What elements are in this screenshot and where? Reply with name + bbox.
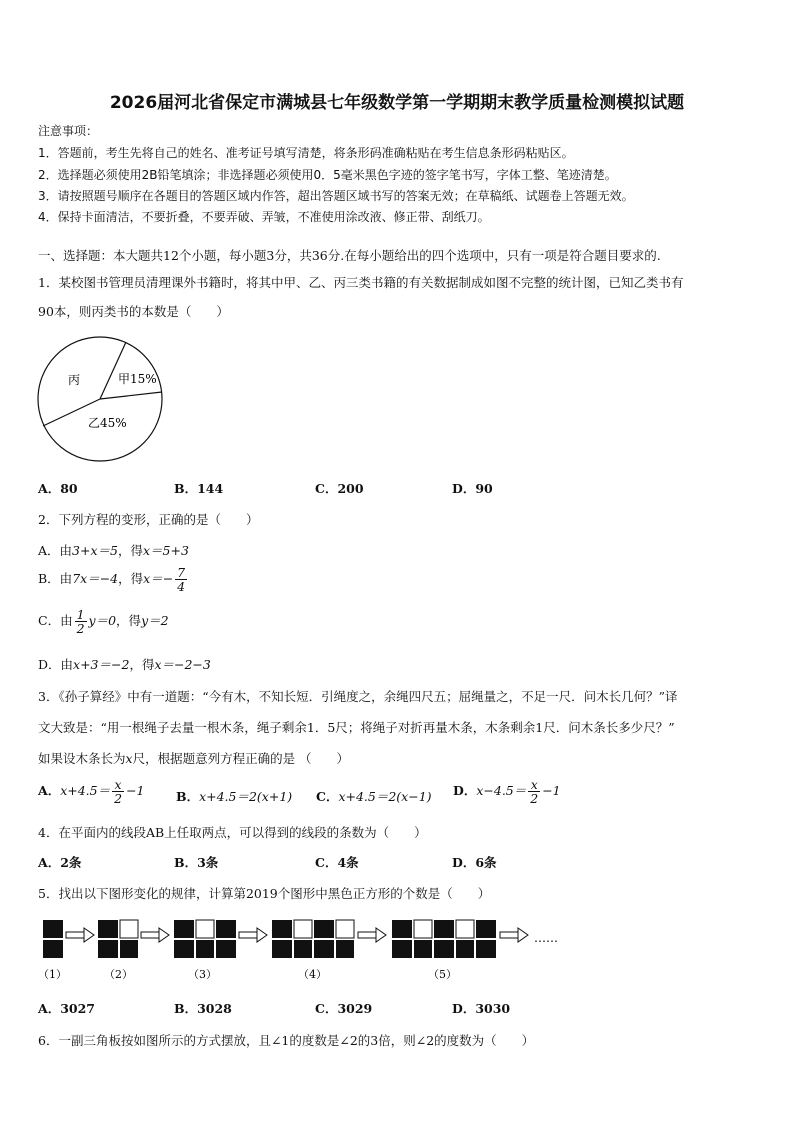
q2-b-numerator: 7	[177, 565, 186, 580]
arrow-2	[141, 928, 169, 942]
q5-option-d[interactable]: D．3030	[452, 1001, 511, 1016]
q5-option-a[interactable]: A．3027	[38, 1001, 95, 1016]
q3-b-prefix: B．	[176, 789, 200, 804]
arrow-4	[358, 928, 386, 942]
arrow-1	[66, 928, 94, 942]
q3-d-fraction	[528, 778, 540, 805]
q1-option-c[interactable]: C．200	[315, 481, 364, 496]
q2-option-d[interactable]	[38, 655, 211, 673]
q3-line3-b: 尺，根据题意列方程正确的是 （ ）	[132, 751, 350, 766]
q2-option-a[interactable]	[38, 541, 189, 559]
q1-stem-line1: 1．某校图书管理员清理课外书籍时，将其中甲、乙、丙三类书籍的有关数据制成如图不完整的统计图，已知乙类书有	[38, 275, 684, 290]
pattern-ellipsis: ……	[534, 931, 558, 945]
q2-d-mid: ，得	[129, 657, 155, 672]
q3-b-math: x+4.5＝2(x+1)	[199, 789, 293, 804]
page-title: 2026届河北省保定市满城县七年级数学第一学期期末教学质量检测模拟试题	[109, 93, 685, 113]
pattern-figure-5	[392, 920, 496, 958]
q2-d-prefix: D．由	[38, 657, 74, 672]
q4-option-a[interactable]: A．2条	[38, 855, 82, 870]
q2-a-eq1: 3+x＝5	[72, 543, 118, 558]
q2-d-eq2: x＝−2−3	[154, 657, 211, 672]
section-heading: 一、选择题：本大题共12个小题，每小题3分，共36分.在每小题给出的四个选项中，只有一项是符合题目要求的.	[38, 248, 661, 263]
q5-option-b[interactable]: B．3028	[174, 1001, 232, 1016]
pattern-figure-2	[98, 920, 138, 958]
q3-c-prefix: C．	[316, 789, 339, 804]
q2-b-mid: ，得	[118, 571, 144, 587]
arrow-5	[500, 928, 528, 942]
q3-stem-line1: 3．《孙子算经》中有一道题：“今有木，不知长短．引绳度之，余绳四尺五；屈绳量之，不足一尺．问木长几何？”译	[38, 689, 678, 704]
q3-line3-a: 如果设木条长为	[38, 751, 126, 766]
notice-item-2: 2．选择题必须使用2B铅笔填涂；非选择题必须使用0．5毫米黑色字迹的签字笔书写，字体工整、笔迹清楚。	[38, 168, 617, 182]
q2-c-numerator: 1	[76, 607, 85, 622]
q3-stem-line2: 文大致是：“用一根绳子去量一根木条，绳子剩余1．5尺；将绳子对折再量木条，木条剩余1尺．问木条长多少尺？”	[38, 720, 675, 735]
caption-5: （5）	[428, 968, 457, 981]
q3-d-prefix: D．	[453, 783, 477, 799]
q3-c-math: x+4.5＝2(x−1)	[338, 789, 432, 804]
notice-item-4: 4．保持卡面清洁，不要折叠，不要弄破、弄皱，不准使用涂改液、修正带、刮纸刀。	[38, 210, 490, 224]
notice-item-3: 3．请按照题号顺序在各题目的答题区域内作答，超出答题区域书写的答案无效；在草稿纸、试题卷上答题无效。	[38, 189, 634, 203]
q2-b-eq2: x＝−	[143, 571, 174, 587]
pattern-figure-3	[174, 920, 236, 958]
q3-option-a[interactable]	[38, 778, 145, 805]
q3-a-prefix: A．	[38, 783, 61, 799]
caption-4: （4）	[298, 968, 327, 981]
q3-d-right: −1	[542, 783, 561, 799]
q1-stem-line2: 90本，则丙类书的本数是（ ）	[38, 304, 229, 319]
q3-option-d[interactable]	[453, 778, 561, 805]
q2-a-prefix: A．由	[38, 543, 73, 558]
q3-a-right: −1	[126, 783, 145, 799]
q2-c-eq2: y＝2	[141, 613, 169, 629]
q3-line3-var: x	[125, 751, 133, 766]
pie-label-c: 丙	[68, 373, 81, 387]
q2-option-c[interactable]	[38, 608, 169, 635]
q2-a-mid: ，得	[117, 543, 143, 558]
q4-option-d[interactable]: D．6条	[452, 855, 497, 870]
q2-a-eq2: x＝5+3	[142, 543, 189, 558]
q2-stem: 2．下列方程的变形，正确的是（ ）	[38, 512, 259, 527]
q1-pie-chart	[36, 335, 168, 463]
q3-d-numerator: x	[528, 778, 540, 792]
pie-label-b: 乙45%	[88, 416, 127, 430]
arrow-3	[239, 928, 267, 942]
q3-option-c[interactable]	[316, 787, 432, 805]
pattern-figure-4	[272, 920, 354, 958]
q4-option-b[interactable]: B．3条	[174, 855, 219, 870]
q3-d-left: x−4.5＝	[476, 783, 527, 799]
q2-c-eq1: y＝0	[88, 613, 117, 629]
q2-b-eq1: 7x＝−4	[72, 571, 119, 587]
q5-pattern-figure	[38, 916, 578, 986]
q2-b-denominator: 4	[177, 579, 186, 595]
q2-c-mid: ，得	[116, 613, 142, 629]
notice-header: 注意事项：	[38, 124, 99, 138]
q1-option-b[interactable]: B．144	[174, 481, 224, 496]
q6-stem: 6．一副三角板按如图所示的方式摆放，且∠1的度数是∠2的3倍，则∠2的度数为（ ）	[38, 1033, 535, 1048]
pie-label-a: 甲15%	[118, 372, 157, 386]
q3-a-left: x+4.5＝	[60, 783, 111, 799]
q1-option-a[interactable]: A．80	[38, 481, 78, 496]
q2-option-b[interactable]	[38, 566, 189, 593]
q3-d-denominator: 2	[530, 791, 539, 807]
caption-2: （2）	[104, 968, 133, 981]
q4-option-c[interactable]: C．4条	[315, 855, 359, 870]
q1-option-d[interactable]: D．90	[452, 481, 493, 496]
q2-c-denominator: 2	[76, 621, 85, 637]
q3-a-numerator: x	[112, 778, 124, 792]
pattern-figure-1	[43, 920, 63, 958]
caption-1: （1）	[38, 968, 67, 981]
q3-stem-line3	[38, 749, 349, 767]
q4-stem: 4．在平面内的线段AB上任取两点，可以得到的线段的条数为（ ）	[38, 825, 427, 840]
q2-c-prefix: C．由	[38, 613, 73, 629]
q3-option-b[interactable]	[176, 787, 292, 805]
q3-a-fraction	[112, 778, 124, 805]
q2-b-fraction	[175, 566, 187, 593]
q2-c-fraction	[75, 608, 87, 635]
caption-3: （3）	[188, 968, 217, 981]
notice-item-1: 1．答题前，考生先将自己的姓名、准考证号填写清楚，将条形码准确粘贴在考生信息条形码粘贴区。	[38, 146, 574, 160]
q5-option-c[interactable]: C．3029	[315, 1001, 373, 1016]
q2-b-prefix: B．由	[38, 571, 73, 587]
q5-stem: 5．找出以下图形变化的规律，计算第2019个图形中黑色正方形的个数是（ ）	[38, 886, 491, 901]
q2-d-eq1: x+3＝−2	[73, 657, 130, 672]
q3-a-denominator: 2	[114, 791, 123, 807]
